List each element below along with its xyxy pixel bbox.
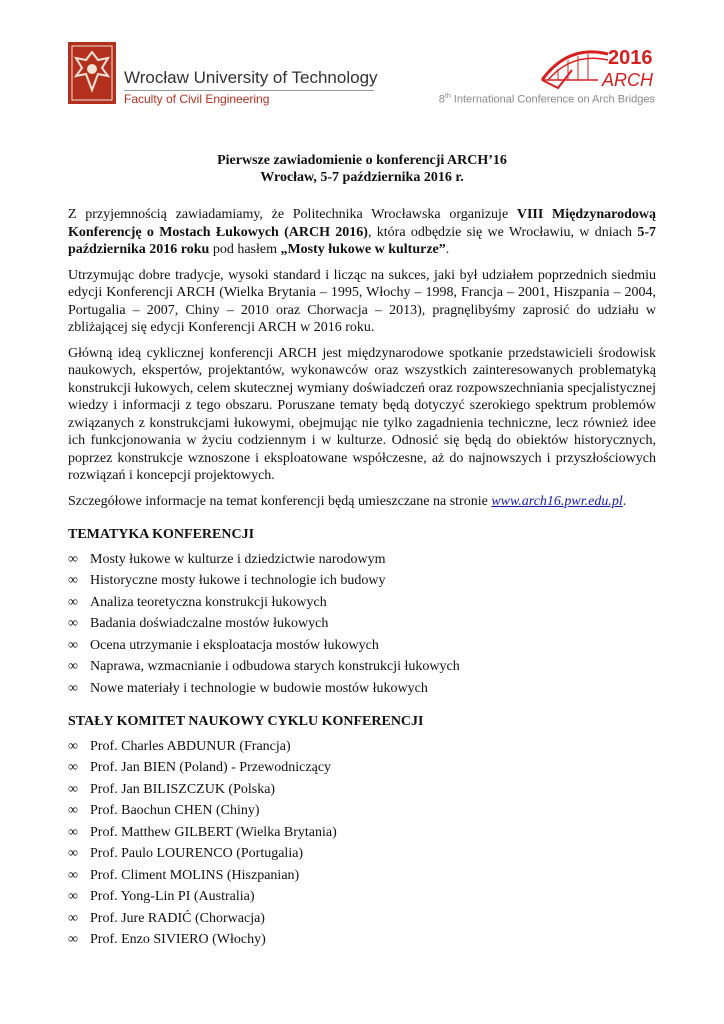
committee-member <box>68 910 656 928</box>
list-item-text: Prof. Jan BIEN (Poland) - Przewodniczący <box>90 760 332 775</box>
infinity-bullet-icon: ∞ <box>68 760 78 775</box>
topic-item <box>68 658 656 676</box>
infinity-bullet-icon: ∞ <box>68 932 78 947</box>
committee-member <box>68 888 656 906</box>
list-item-text: Prof. Yong-Lin PI (Australia) <box>90 889 255 904</box>
infinity-bullet-icon: ∞ <box>68 551 78 567</box>
infinity-bullet-icon: ∞ <box>68 637 78 653</box>
text: Z przyjemnością zawiadamiamy, że Politechnika Wrocławska organizuje <box>68 207 517 222</box>
committee-heading: STAŁY KOMITET NAUKOWY CYKLU KONFERENCJI <box>68 714 424 729</box>
committee-member <box>68 824 656 842</box>
letterhead <box>68 42 668 114</box>
list-item-text: Analiza teoretyczna konstrukcji łukowych <box>90 594 327 610</box>
document-body <box>68 206 656 953</box>
topics-list <box>68 551 656 698</box>
infinity-bullet-icon: ∞ <box>68 867 78 883</box>
infinity-bullet-icon: ∞ <box>68 889 78 904</box>
paragraph-website <box>68 493 656 511</box>
list-item-text: Prof. Matthew GILBERT (Wielka Brytania) <box>90 824 337 840</box>
list-item-text: Prof. Charles ABDUNUR (Francja) <box>90 738 291 754</box>
paragraph-tradition: Utrzymując dobre tradycje, wysoki standard i licząc na sukces, jaki był udziałem poprzednich siedmiu edycji Konferencji ARCH (Wielka Brytania – 1995, Włochy – 1998, Francja – 2001, Hiszpania – 2004, Portugalia – 2007, Chiny – 2010 oraz Chorwacja – 2013), pragnęlibyśmy zaprosić do udziału w zbliżającej się edycji Konferencji ARCH w 2016 roku. <box>68 267 656 335</box>
text: . <box>445 242 450 257</box>
title-line-1: Pierwsze zawiadomienie o konferencji ARCH’16 <box>217 153 507 168</box>
committee-member <box>68 867 656 885</box>
infinity-bullet-icon: ∞ <box>68 573 78 588</box>
infinity-bullet-icon: ∞ <box>68 824 78 840</box>
website-link[interactable]: www.arch16.pwr.edu.pl <box>491 493 623 509</box>
infinity-bullet-icon: ∞ <box>68 846 78 861</box>
list-item-text: Prof. Jure RADIĆ (Chorwacja) <box>90 910 265 926</box>
topic-item <box>68 594 656 612</box>
conference-name <box>428 93 655 106</box>
text: , która odbędzie się we Wrocławiu, w dniach <box>367 224 638 240</box>
committee-list <box>68 738 656 949</box>
logo-word: ARCH <box>602 70 654 90</box>
infinity-bullet-icon: ∞ <box>68 616 78 631</box>
infinity-bullet-icon: ∞ <box>68 738 78 754</box>
text: pod hasłem <box>209 242 281 257</box>
topic-item <box>68 637 656 655</box>
committee-member <box>68 738 656 756</box>
text: Szczegółowe informacje na temat konferencji będą umieszczane na stronie <box>68 493 492 509</box>
committee-member <box>68 802 656 820</box>
list-item-text: Prof. Paulo LOURENCO (Portugalia) <box>90 846 304 861</box>
topics-heading: TEMATYKA KONFERENCJI <box>68 527 255 542</box>
conference-dates: 5-7 października 2016 roku <box>68 224 657 257</box>
conference-full-name: VIII Międzynarodową Konferencję o Mostach Łukowych (ARCH 2016) <box>68 207 656 240</box>
topic-item <box>68 572 656 590</box>
divider <box>124 90 374 91</box>
list-item-text: Prof. Enzo SIVIERO (Włochy) <box>90 932 266 947</box>
topic-item <box>68 680 656 698</box>
list-item-text: Historyczne mosty łukowe i technologie ich budowy <box>90 573 386 588</box>
arch-2016-logo <box>538 42 658 94</box>
infinity-bullet-icon: ∞ <box>68 594 78 610</box>
list-item-text: Prof. Baochun CHEN (Chiny) <box>90 803 260 818</box>
list-item-text: Prof. Climent MOLINS (Hiszpanian) <box>90 867 300 883</box>
infinity-bullet-icon: ∞ <box>68 680 78 696</box>
committee-member <box>68 759 656 777</box>
conference-title: International Conference on Arch Bridges <box>450 93 655 106</box>
text: . <box>622 493 627 509</box>
infinity-bullet-icon: ∞ <box>68 659 78 674</box>
infinity-bullet-icon: ∞ <box>68 781 78 797</box>
list-item-text: Mosty łukowe w kulturze i dziedzictwie narodowym <box>90 551 386 567</box>
conference-ordinal: 8 <box>438 93 445 106</box>
committee-member <box>68 931 656 949</box>
logo-year: 2016 <box>608 47 653 69</box>
list-item-text: Prof. Jan BILISZCZUK (Polska) <box>90 781 276 797</box>
list-item-text: Naprawa, wzmacnianie i odbudowa starych konstrukcji łukowych <box>90 659 460 674</box>
conference-motto: „Mosty łukowe w kulturze” <box>280 242 446 257</box>
title-line-2: Wrocław, 5-7 października 2016 r. <box>260 170 464 185</box>
topic-item <box>68 551 656 569</box>
ordinal-suffix: th <box>444 93 451 100</box>
faculty-name: Faculty of Civil Engineering <box>124 92 270 106</box>
document-title <box>68 152 656 186</box>
list-item-text: Ocena utrzymanie i eksploatacja mostów łukowych <box>90 637 379 653</box>
paragraph-idea: Główną ideą cyklicznej konferencji ARCH jest międzynarodowe spotkanie przedstawicieli środowisk naukowych, ekspertów, projektantów, wykonawców oraz wszystkich zainteresowanych problematyką konstrukcji łukowych, celem skutecznej wymiany doświadczeń oraz rozpowszechniania specjalistycznej wiedzy i informacji z tego obszaru. Poruszane tematy będą dotyczyć szerokiego spektrum problemów związanych z konstrukcjami łukowymi, obejmując nie tylko zagadnienia techniczne, lecz również idee ich funkcjonowania w życiu codziennym i w kulturze. Odnosić się będą do obiektów historycznych, poprzez konstrukcje wznoszone i eksploatowane współczesne, aż do najnowszych i przyszłościowych rozwiązań i koncepcji projektowych. <box>68 345 656 483</box>
university-name: Wrocław University of Technology <box>124 68 378 87</box>
paragraph-intro <box>68 206 656 259</box>
infinity-bullet-icon: ∞ <box>68 803 78 818</box>
committee-member <box>68 781 656 799</box>
infinity-bullet-icon: ∞ <box>68 910 78 926</box>
topic-item <box>68 615 656 633</box>
university-crest-icon <box>68 42 116 104</box>
list-item-text: Badania doświadczalne mostów łukowych <box>90 616 329 631</box>
committee-member <box>68 845 656 863</box>
list-item-text: Nowe materiały i technologie w budowie mostów łukowych <box>90 680 428 696</box>
